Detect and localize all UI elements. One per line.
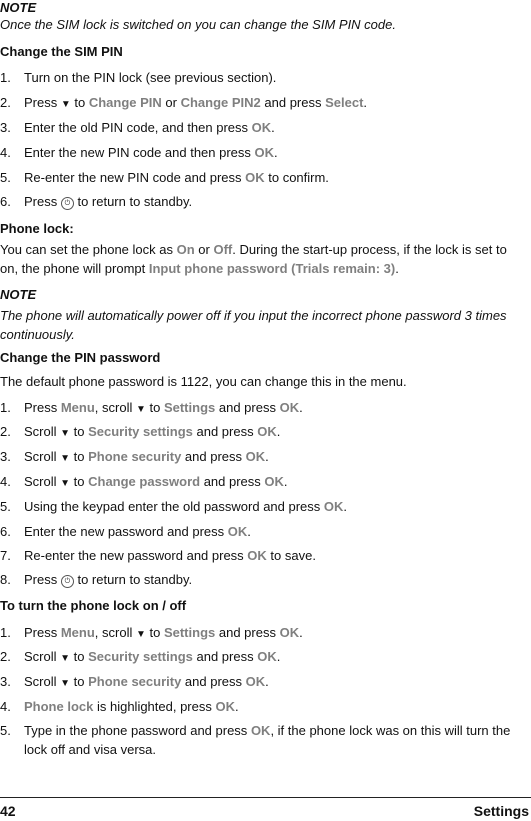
down-arrow-icon: ▼ xyxy=(60,653,71,664)
section-heading-pin-password: Change the PIN password xyxy=(0,350,161,365)
down-arrow-icon: ▼ xyxy=(135,629,146,640)
note-label: NOTE xyxy=(0,287,37,302)
down-arrow-icon: ▼ xyxy=(60,99,71,110)
down-arrow-icon: ▼ xyxy=(60,478,71,489)
section-heading-lock-toggle: To turn the phone lock on / off xyxy=(0,598,187,613)
section-heading-sim-pin: Change the SIM PIN xyxy=(0,44,123,59)
note-label: NOTE xyxy=(0,0,37,15)
footer-divider xyxy=(0,797,531,798)
down-arrow-icon: ▼ xyxy=(60,428,71,439)
down-arrow-icon: ▼ xyxy=(135,404,146,415)
down-arrow-icon: ▼ xyxy=(60,678,71,689)
end-key-icon: ⏻ xyxy=(61,197,74,210)
manual-page: NOTE Once the SIM lock is switched on you can change the SIM PIN code. Change the SIM PIN 1. Turn on the PIN lock (see previous section). 2. Press ▼ to Change PIN or Change PIN2 and press Select. 3. Enter the old PIN code, and then press OK. 4. Enter the new PIN code and then press OK. 5. Re-enter the new PIN code and press OK to confirm. 6. Press ⏻ to return to standby. Phone lock: You can set the phone lock as On or Off. During the start-up process, if the lock is set to on, the phone will prompt Input phone password (Trials remain: 3). NOTE The phone will automatically power off if you input the incorrect phone password 3 times continuously. Change the PIN password The default phone password is 1122, you can change this in the menu. 1. Press Menu, scroll ▼ to Settings and press OK. 2. Scroll ▼ to Security settings and press OK. 3. Scroll ▼ to Phone security and press OK. 4. Scroll ▼ to Change password and press OK. 5. Using the keypad enter the old password and press OK. 6. Enter the new password and press OK. 7. Re-enter the new password and press OK to save. 8. Press ⏻ to return to standby. To turn the phone lock on / off 1. Press Menu, scroll ▼ to Settings and press OK. 2. Scroll ▼ to Security settings and press OK. 3. Scroll ▼ to Phone security and press OK. 4. Phone lock is highlighted, press OK. 5. Type in the phone password and press OK, if the phone lock was on this will turn the lock off and visa versa. 42 Settings xyxy=(0,0,529,819)
end-key-icon: ⏻ xyxy=(61,575,74,588)
section-heading-phone-lock: Phone lock: xyxy=(0,221,74,236)
page-number: 42 xyxy=(0,803,16,819)
down-arrow-icon: ▼ xyxy=(60,453,71,464)
note-text: The phone will automatically power off if you input the incorrect phone password 3 times continuously. xyxy=(0,308,507,342)
footer-section-title: Settings xyxy=(473,803,529,819)
note-text: Once the SIM lock is switched on you can change the SIM PIN code. xyxy=(0,17,396,32)
phone-lock-paragraph: You can set the phone lock as On or Off. During the start-up process, if the lock is set to on, the phone will prompt Input phone password (Trials remain: 3). xyxy=(0,242,507,276)
pin-password-intro: The default phone password is 1122, you can change this in the menu. xyxy=(0,374,407,389)
